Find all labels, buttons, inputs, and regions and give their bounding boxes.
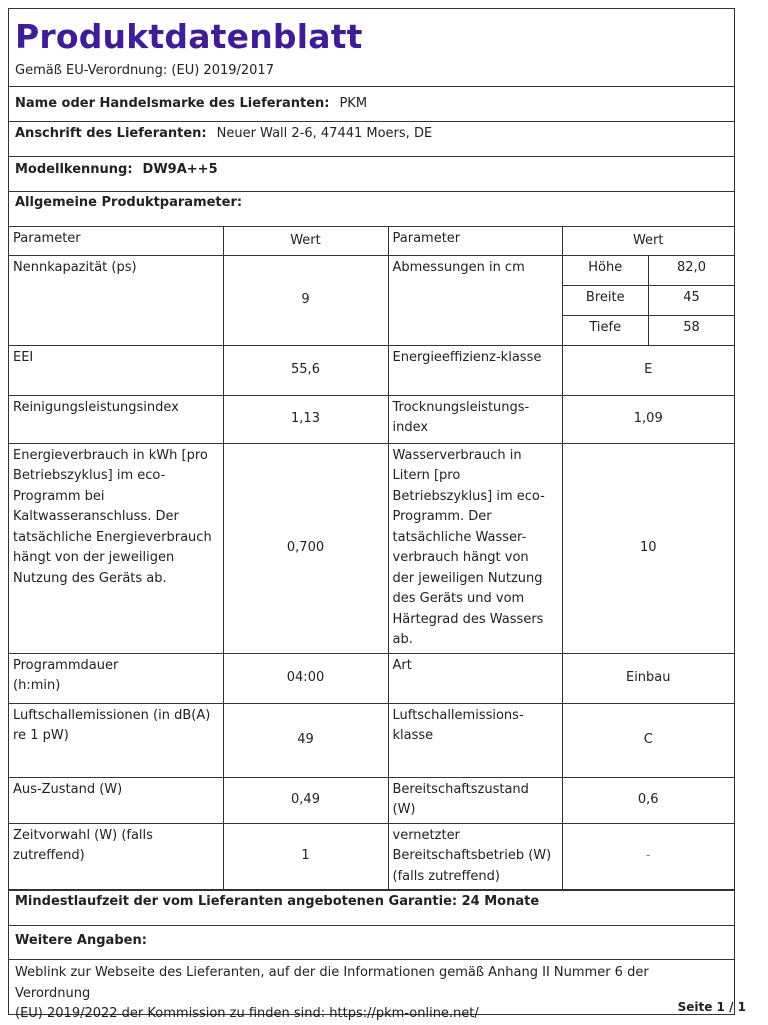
header-parameter-left: Parameter — [9, 227, 223, 255]
drying-value: 1,09 — [562, 395, 734, 443]
standby-value: 0,6 — [562, 777, 734, 823]
energy-class-label: Energieeffizienz-klasse — [388, 345, 562, 395]
table-row-noise — [9, 703, 734, 777]
dimension-name: Breite — [563, 285, 649, 315]
water-label-line: Programm. Der — [392, 509, 492, 524]
energy-label-line: Energieverbrauch in kWh [pro — [13, 447, 208, 463]
noise-label-line: Luftschallemissionen (in dB(A) — [13, 707, 211, 723]
supplier-address-value: Neuer Wall 2-6, 47441 Moers, DE — [216, 126, 433, 141]
duration-label-line: (h:min) — [13, 678, 61, 693]
duration-value: 04:00 — [223, 653, 388, 703]
warranty-text: Mindestlaufzeit der vom Lieferanten angebotenen Garantie: 24 Monate — [15, 894, 540, 909]
header-value-left: Wert — [223, 227, 388, 255]
dimensions-cell — [562, 255, 734, 345]
water-label-line: Härtegrad des Wassers — [392, 611, 544, 627]
eei-label: EEI — [9, 345, 223, 395]
header-parameter-right: Parameter — [388, 227, 562, 255]
delay-start-label — [9, 823, 223, 890]
water-consumption-value: 10 — [562, 443, 734, 653]
standby-label-line: (W) — [392, 802, 416, 817]
networked-standby-label-line: vernetzter — [392, 827, 460, 843]
dimension-row-depth — [563, 315, 735, 345]
dimension-name: Höhe — [563, 256, 649, 286]
energy-label-line: Kaltwasseranschluss. Der — [13, 509, 179, 524]
dimension-value: 58 — [649, 315, 735, 345]
drying-label-line: Trocknungsleistungs- — [392, 399, 530, 415]
networked-standby-label — [388, 823, 562, 890]
drying-label-line: index — [392, 420, 429, 435]
noise-class-label-line: klasse — [392, 728, 434, 743]
page-title: Produktdatenblatt — [15, 17, 363, 56]
standby-label-line: Bereitschaftszustand — [392, 781, 529, 797]
table-header-row — [9, 227, 734, 255]
weblink-line: Weblink zur Webseite des Lieferanten, auf der die Informationen gemäß Anhang II Nummer 6 der Verordnung — [15, 965, 649, 1001]
networked-standby-value: - — [562, 823, 734, 890]
water-label-line: tatsächliche Wasser- — [392, 529, 527, 545]
dimension-name: Tiefe — [563, 315, 649, 345]
duration-label-line: Programmdauer — [13, 657, 119, 673]
table-row-capacity — [9, 255, 734, 345]
table-row-consumption — [9, 443, 734, 653]
table-row-eei — [9, 345, 734, 395]
delay-start-value: 1 — [223, 823, 388, 890]
type-label: Art — [388, 653, 562, 703]
water-label-line: Wasserverbrauch in — [392, 447, 522, 463]
header-value-right: Wert — [562, 227, 734, 255]
dimensions-label: Abmessungen in cm — [388, 255, 562, 345]
water-label-line: Litern [pro — [392, 468, 461, 483]
noise-label-line: re 1 pW) — [13, 728, 69, 743]
weblink-row — [9, 960, 734, 1021]
delay-start-label-line: zutreffend) — [13, 848, 85, 863]
weblink-line: (EU) 2019/2022 der Kommission zu finden sind: https://pkm-online.net/ — [15, 1006, 479, 1021]
energy-label-line: tatsächliche Energieverbrauch — [13, 529, 212, 545]
noise-value: 49 — [223, 703, 388, 777]
energy-label-line: Nutzung des Geräts ab. — [13, 570, 167, 586]
energy-label-line: hängt von der jeweiligen — [13, 550, 175, 565]
further-info-heading — [9, 926, 734, 960]
warranty-row — [9, 890, 734, 926]
drying-label — [388, 395, 562, 443]
supplier-name-value: PKM — [339, 96, 368, 111]
table-row-duration — [9, 653, 734, 703]
title-block — [9, 9, 734, 87]
table-row-standby — [9, 777, 734, 823]
capacity-label: Nennkapazität (ps) — [9, 255, 223, 345]
table-row-delay-start — [9, 823, 734, 890]
standby-label — [388, 777, 562, 823]
cleaning-label: Reinigungsleistungsindex — [9, 395, 223, 443]
page-number: Seite 1 / 1 — [677, 1000, 746, 1014]
dimension-value: 45 — [649, 285, 735, 315]
energy-consumption-label — [9, 443, 223, 653]
further-info-label: Weitere Angaben: — [15, 933, 147, 948]
networked-standby-label-line: (falls zutreffend) — [392, 868, 500, 884]
type-value: Einbau — [562, 653, 734, 703]
water-label-line: Betriebszyklus] im eco- — [392, 488, 545, 504]
water-consumption-label — [388, 443, 562, 653]
dimension-value: 82,0 — [649, 256, 735, 286]
dimension-row-width — [563, 285, 735, 315]
regulation-subtitle: Gemäß EU-Verordnung: (EU) 2019/2017 — [15, 63, 274, 78]
model-row — [9, 157, 734, 192]
water-label-line: verbrauch hängt von — [392, 550, 529, 565]
noise-class-label — [388, 703, 562, 777]
general-parameters-label: Allgemeine Produktparameter: — [15, 195, 243, 210]
energy-label-line: Programm bei — [13, 488, 105, 504]
cleaning-value: 1,13 — [223, 395, 388, 443]
networked-standby-label-line: Bereitschaftsbetrieb (W) — [392, 848, 552, 863]
supplier-name-row — [9, 87, 734, 122]
supplier-name-label: Name oder Handelsmarke des Lieferanten: — [15, 96, 330, 111]
energy-label-line: Betriebszyklus] im eco- — [13, 468, 166, 483]
duration-label — [9, 653, 223, 703]
off-mode-label: Aus-Zustand (W) — [9, 777, 223, 823]
eei-value: 55,6 — [223, 345, 388, 395]
water-label-line: ab. — [392, 632, 413, 647]
supplier-address-row — [9, 122, 734, 157]
model-value: DW9A++5 — [142, 162, 218, 177]
noise-class-value: C — [562, 703, 734, 777]
noise-label — [9, 703, 223, 777]
water-label-line: der jeweiligen Nutzung — [392, 570, 543, 586]
energy-class-value: E — [562, 345, 734, 395]
capacity-value: 9 — [223, 255, 388, 345]
off-mode-value: 0,49 — [223, 777, 388, 823]
product-data-sheet — [8, 8, 735, 1021]
noise-class-label-line: Luftschallemissions- — [392, 707, 524, 723]
energy-consumption-value: 0,700 — [223, 443, 388, 653]
dimension-row-height — [563, 256, 735, 286]
general-parameters-heading — [9, 192, 734, 227]
model-label: Modellkennung: — [15, 162, 133, 177]
table-row-cleaning — [9, 395, 734, 443]
water-label-line: des Geräts und vom — [392, 591, 525, 606]
parameter-table — [9, 227, 734, 890]
dimensions-subtable — [563, 256, 735, 345]
delay-start-label-line: Zeitvorwahl (W) (falls — [13, 827, 153, 843]
supplier-address-label: Anschrift des Lieferanten: — [15, 126, 207, 141]
